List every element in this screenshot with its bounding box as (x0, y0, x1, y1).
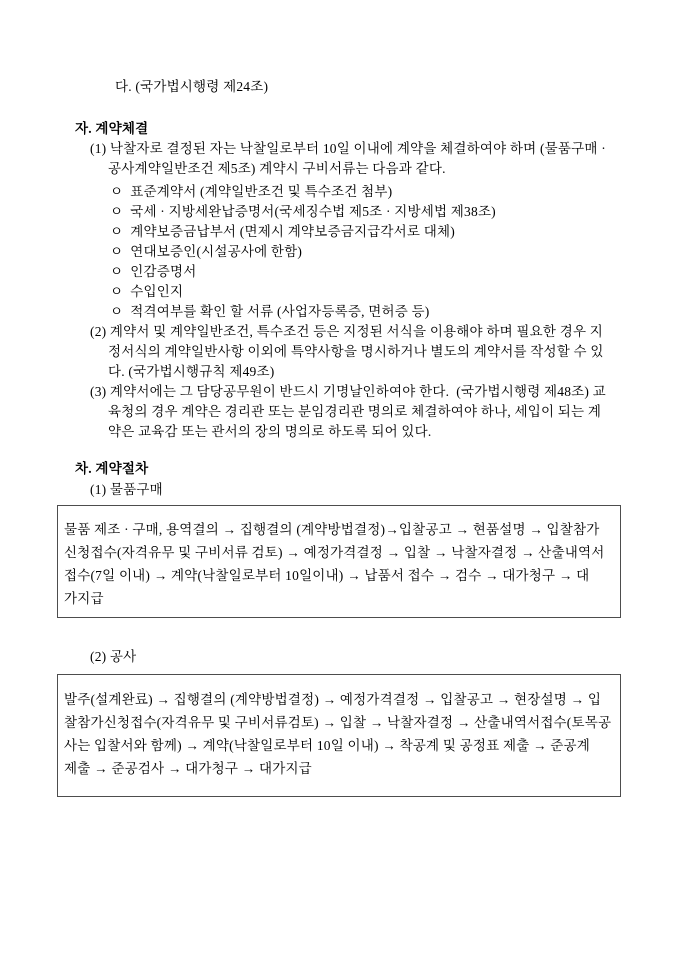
bullet-text: 국세 · 지방세완납증명서(국세징수법 제5조 · 지방세법 제38조) (130, 204, 496, 219)
continuation-line: 다. (국가법시행령 제24조) (115, 79, 269, 94)
item3-line2: 육청의 경우 계약은 경리관 또는 분임경리관 명의로 체결하여야 하나, 세입이 되는 계 (108, 404, 602, 419)
item3-line3: 약은 교육감 또는 관서의 장의 명의로 하도록 되어 있다. (108, 424, 432, 439)
circle-bullet-icon: ㅇ (110, 244, 124, 259)
item3-line1: (3) 계약서에는 그 담당공무원이 반드시 기명날인하여야 한다. (국가법시행령 제48조) 교 (90, 384, 606, 399)
item1-line2: 공사계약일반조건 제5조) 계약시 구비서류는 다음과 같다. (108, 161, 446, 176)
bullet-item (110, 222, 455, 242)
flow-line: 제출 → 준공검사 → 대가청구 → 대가지급 (64, 761, 312, 776)
flow-line: 찰참가신청접수(자격유무 및 구비서류검토) → 입찰 → 낙찰자결정 → 산출내역서접수(토목공 (64, 715, 612, 730)
flow-line: 신청접수(자격유무 및 구비서류 검토) → 예정가격결정 → 입찰 → 낙찰자결정 → 산출내역서 (64, 545, 605, 560)
flow-line: 발주(설계완료) → 집행결의 (계약방법결정) → 예정가격결정 → 입찰공고 → 현장설명 → 입 (64, 692, 602, 707)
bullet-item (110, 262, 196, 282)
construction-flow-box (57, 674, 621, 797)
section-heading-contract-conclusion: 자. 계약체결 (75, 121, 149, 136)
bullet-text: 인감증명서 (130, 264, 197, 279)
bullet-text: 계약보증금납부서 (면제시 계약보증금지급각서로 대체) (130, 224, 455, 239)
bullet-text: 표준계약서 (계약일반조건 및 특수조건 첨부) (130, 184, 393, 199)
bullet-item (110, 242, 302, 262)
bullet-item (110, 202, 496, 222)
bullet-text: 수입인지 (130, 284, 184, 299)
item2-line3: 다. (국가법시행규칙 제49조) (108, 364, 275, 379)
item1-line1: (1) 낙찰자로 결정된 자는 낙찰일로부터 10일 이내에 계약을 체결하여야 하며 (물품구매 · (90, 141, 606, 156)
goods-purchase-flow-box (57, 505, 621, 618)
section-heading-contract-procedure: 차. 계약절차 (75, 461, 149, 476)
circle-bullet-icon: ㅇ (110, 264, 124, 279)
circle-bullet-icon: ㅇ (110, 284, 124, 299)
bullet-text: 적격여부를 확인 할 서류 (사업자등록증, 면허증 등) (130, 304, 430, 319)
circle-bullet-icon: ㅇ (110, 224, 124, 239)
flow-line: 사는 입찰서와 함께) → 계약(낙찰일로부터 10일 이내) → 착공계 및 공정표 제출 → 준공계 (64, 738, 591, 753)
circle-bullet-icon: ㅇ (110, 204, 124, 219)
circle-bullet-icon: ㅇ (110, 184, 124, 199)
bullet-item (110, 182, 392, 202)
circle-bullet-icon: ㅇ (110, 304, 124, 319)
subheading-goods-purchase: (1) 물품구매 (90, 482, 163, 497)
flow-line: 물품 제조 · 구매, 용역결의 → 집행결의 (계약방법결정)→입찰공고 → 현품설명 → 입찰참가 (64, 522, 600, 537)
subheading-construction: (2) 공사 (90, 649, 137, 664)
bullet-item (110, 302, 430, 322)
item2-line1: (2) 계약서 및 계약일반조건, 특수조건 등은 지정된 서식을 이용해야 하며 필요한 경우 지 (90, 324, 604, 339)
bullet-item (110, 282, 183, 302)
flow-line: 가지급 (64, 591, 104, 606)
flow-line: 접수(7일 이내) → 계약(낙찰일로부터 10일이내) → 납품서 접수 → 검수 → 대가청구 → 대 (64, 568, 590, 583)
bullet-text: 연대보증인(시설공사에 한함) (130, 244, 303, 259)
item2-line2: 정서식의 계약일반사항 이외에 특약사항을 명시하거나 별도의 계약서를 작성할 수 있 (108, 344, 604, 359)
